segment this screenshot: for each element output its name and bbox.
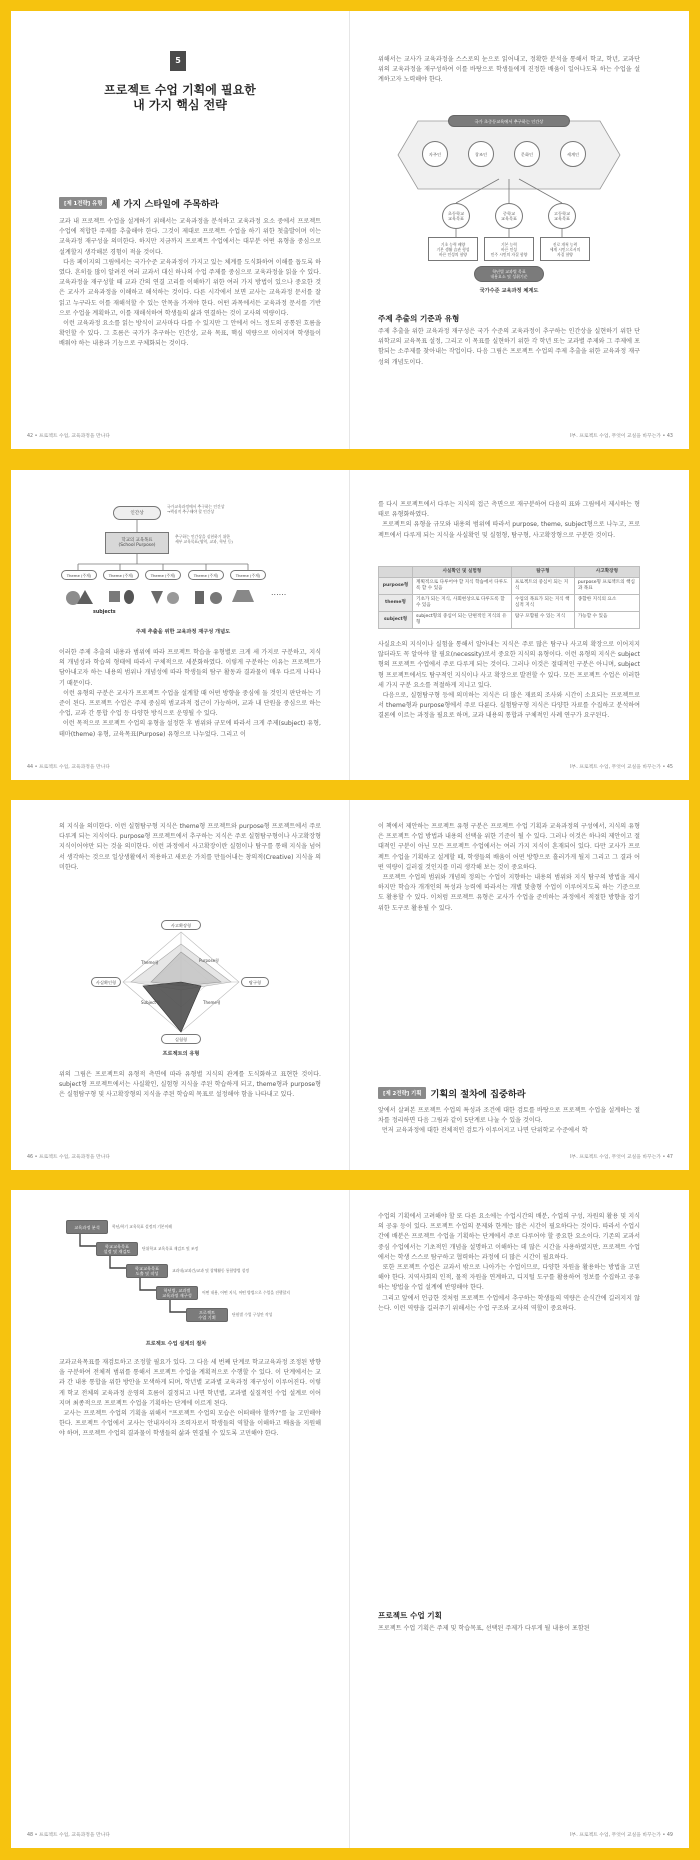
spread-pages-48-49 (11, 1190, 689, 1848)
body-text: 이 책에서 제안하는 프로젝트 유형 구분은 프로젝트 수업 기획과 교육과정의 구성에서, 지식의 유형은 프로젝트 수업 방법과 내용의 선택을 위한 기준이 될 수 있다. 그러나 이것은 하나의 제안이고 절대적인 구분이 아닌 모든 프로젝트 수업에서는 여러 가지 지식이 혼재되어 있다. 다만 교사가 프로젝트 수업을 기획하고 설계할 때, 학생들의 배움이 어떤 방향으로 흘러가게 될지 그리고 그 결과 어떤 역량이 길러질 것인지를 미리 생각해 보는 것이 중요하다. 프로젝트 수업의 범위와 개념의 정의는 수업이 지향하는 내용의 범위와 지식 탐구의 방법을 제시하지만 학습자 개개인의 특성과 능력에 따라서는 개별 맞춤형 수업이 이루어지도록 하는 기준으로도 활용할 수 있다. 이처럼 프로젝트 유형은 교사가 수업을 준비하는 과정에서 적절한 방향을 잡기 위한 도구로 활용될 수 있다. (378, 823, 641, 912)
subjects-label: subjects (93, 610, 116, 615)
theme-node: Theme (주제) (188, 570, 224, 580)
radar-series-label: Theme형 (141, 960, 159, 965)
theme-node: Theme (주제) (230, 570, 266, 580)
diagram-value-node: 세계인 (560, 141, 586, 167)
table-row (379, 595, 640, 612)
human-ideal-note: 국가교육과정에서 추구하는 인간상 →핵심적 추구해야 할 인간상 (167, 504, 225, 514)
table-header-cell: 탐구형 (511, 567, 574, 578)
diagram-detail-box: 기본 능력 바른 인성 민주 시민의 자질 함양 (484, 237, 534, 261)
page-footer: 48 • 프로젝트 수업, 교육과정을 만나다 (27, 1833, 110, 1838)
diagram-caption: 국가수준 교육과정 체계도 (479, 288, 539, 294)
curriculum-system-diagram (378, 111, 640, 295)
table-row-head: purpose형 (379, 578, 413, 595)
radar-axis-label: 실험형 (161, 1034, 201, 1044)
procedure-step: 학교교육목표 도출 및 작성 (126, 1264, 168, 1278)
page-48 (11, 1190, 350, 1848)
theme-node: Theme (주제) (103, 570, 139, 580)
table-cell: 기초가 되는 지식, 사회현상으로 다루도록 할 수 있음 (413, 595, 512, 612)
page-43 (350, 11, 689, 449)
page-footer: 44 • 프로젝트 수업, 교육과정을 만나다 (27, 765, 110, 770)
table-row-head: theme형 (379, 595, 413, 612)
procedure-step-desc: 단원별 수업 구성안 작성 (232, 1312, 273, 1317)
design-procedure-diagram (66, 1220, 326, 1350)
project-type-radar (71, 912, 291, 1062)
page-footer: I부. 프로젝트 수업, 무엇이 교실을 바꾸는가 • 45 (570, 765, 673, 770)
procedure-step-desc: 어떤 내용, 어떤 지식, 어떤 방법으로 수업을 진행할지 (202, 1290, 290, 1295)
table-header-cell: 사고확장형 (574, 567, 639, 578)
diagram-detail-box: 진로 개척 능력 세계 시민으로서의 자질 함양 (540, 237, 590, 261)
table-cell: 가능할 수 있음 (574, 612, 639, 629)
chapter-title: 프로젝트 수업 기획에 필요한 내 가지 핵심 전략 (104, 83, 256, 112)
spread-pages-44-45 (11, 470, 689, 780)
procedure-step-desc: 학년/학기 교육목표 설정의 기본이해 (112, 1224, 172, 1229)
procedure-step: 프로젝트 수업 기획 (186, 1308, 228, 1322)
table-header-cell: 사실확인 및 실험형 (413, 567, 512, 578)
procedure-step: 학교교육목표 설정 및 재검토 (96, 1242, 138, 1256)
page-footer: 42 • 프로젝트 수업, 교육과정을 만나다 (27, 434, 110, 439)
body-text: 위의 그림은 프로젝트의 유형적 측면에 따라 유형별 지식의 관계를 도식화하고 표현한 것이다. subject형 프로젝트에서는 사실확인, 실험형 지식을 주된 학습하게 되고, theme형과 purpose형은 실험탐구형 및 사고확장형의 지식을 주된 학습의 목표로 설정해야 함을 나타내고 있다. (59, 1071, 323, 1099)
theme-ellipsis: ...... (271, 588, 287, 597)
chapter-number-box: 5 (170, 51, 186, 71)
body-text: 교과 내 프로젝트 수업을 설계하기 위해서는 교육과정을 분석하고 교육과정 요소 중에서 프로젝트 수업에 적합한 주제를 추출해야 한다. 그것이 제대로 프로젝트 수업을 하기 위한 첫출발이며 이는 교육과정 재구성을 의미한다. 하지만 지금까지 프로젝트 수업에서는 대부분 어떤 유형을 중심으로 설계할지 생각해본 경험이 적을 것이다. 다음 페이지의 그림에서는 국가수준 교육과정이 가지고 있는 체계를 도식화하여 이해를 돕도록 하였다. 흔히들 많이 알려진 여러 교과서 대신 하나의 수업 주제를 중심으로 교육과정을 읽을 수 있다. 교육과정을 재구성할 때 교과 간의 연결 고리를 이해하기 위한 여러 가지 방법이 있으나 중요한 것은 교사가 교육과정을 이해하고 해석하는 것이다. 다른 시각에서 보면 교사는 교육과정 문서를 잘 읽고 누구라도 이를 재해석할 수 있는 안목을 가져야 한다. 어떤 과목에서든 교육과정 문서를 기반으로 수업을 계획하고, 이를 재해석하여 학생들의 삶과 연결하는 것이 교사의 역량이다. 이런 교육과정 요소를 읽는 방식이 교사마다 다를 수 있지만 그 안에서 어느 정도의 공통된 흐름을 확인할 수 있다. 그 흐름은 국가가 추구하는 인간상, 교육 목표, 핵심 역량으로 이어지며 학생들이 배워야 하는 내용과 기능으로 구체화되는 것이다. (59, 218, 322, 348)
diagram-detail-box: 기초 능력 배양 기본 생활 습관 형성 바른 인성의 함양 (428, 237, 478, 261)
page-45 (350, 470, 689, 780)
diagram-value-node: 자주인 (422, 141, 448, 167)
page-footer: I부. 프로젝트 수업, 무엇이 교실을 바꾸는가 • 49 (570, 1833, 673, 1838)
table-cell: 탐구 포함될 수 있는 지식 (511, 612, 574, 629)
procedure-step-desc: 단위학교 교육목표 재검토 및 조정 (142, 1246, 199, 1251)
diagram-value-node: 문화인 (514, 141, 540, 167)
table-header-cell (379, 567, 413, 578)
page-42 (11, 11, 350, 449)
body-text: 앞에서 살펴본 프로젝트 수업의 특성과 조건에 대한 검토를 바탕으로 프로젝트 수업을 설계하는 절차를 정리하면 다음 그림과 같이 5단계로 나눌 수 있을 것이다. 먼저 교육과정에 대한 전체적인 검토가 이루어지고 나면 단위학교 수준에서 학 (378, 1107, 640, 1135)
spread-pages-42-43 (11, 11, 689, 449)
radar-series-label: Theme형 (203, 1000, 221, 1005)
table-cell: 종합한 지식의 요소 (574, 595, 639, 612)
procedure-step: 학년별, 교과별 교육과정 재구성 (156, 1286, 198, 1300)
section-tag: [제 2전략] 기획 (378, 1087, 426, 1099)
body-text: 위해서는 교사가 교육과정을 스스로의 눈으로 읽어내고, 정확한 분석을 통해서 학교, 학년, 교과단위의 교육과정을 재구성하여 이를 바탕으로 학생들에게 진정한 배움이 일어나도록 하는 수업을 설계하고자 노력해야 한다. (378, 56, 640, 84)
table-cell: purpose형 프로젝트의 핵심과 목표 (574, 578, 639, 595)
theme-node: Theme (주제) (61, 570, 97, 580)
body-text: 의 지식을 의미한다. 이런 실험탐구형 지식은 theme형 프로젝트와 purpose형 프로젝트에서 주로 다루게 되는 지식이다. purpose형 프로젝트에서 추구하는 지식은 주로 실험탐구형이나 사고확장형 지식이어야만 되는 것을 의미한다. 이런 과정에서 사고확장이란 실험이나 탐구를 통해 지식을 넘어서 생각하는 것으로 일상생활에서 적용하고 새로운 가치를 만들어내는 창의적(Creative) 지식을 의미한다. (59, 823, 323, 871)
page-footer: I부. 프로젝트 수업, 무엇이 교실을 바꾸는가 • 47 (570, 1155, 673, 1160)
page-44 (11, 470, 350, 780)
section-tag: [제 1전략] 유형 (59, 197, 107, 209)
diagram-goal-node: 초등학교 교육목표 (442, 203, 470, 229)
diagram-value-node: 창조인 (468, 141, 494, 167)
project-type-table (378, 566, 640, 629)
page-47 (350, 800, 689, 1170)
section-title: 세 가지 스타일에 주목하라 (111, 199, 219, 210)
procedure-step-desc: 교과내/교과간/교과 및 창체활동 통합방법 설정 (172, 1268, 250, 1273)
section-title: 기획의 절차에 집중하라 (430, 1089, 526, 1100)
body-text: 프로젝트 수업 기획은 주제 및 학습목표, 선택된 주제가 다루게 될 내용이 포함된 (378, 1625, 590, 1632)
concept-caption: 주제 추출을 위한 교육과정 재구성 개념도 (135, 629, 231, 635)
school-purpose-node: 학교의 교육목표 (School Purpose) (105, 532, 169, 554)
radar-caption: 프로젝트의 유형 (162, 1051, 200, 1057)
theme-node: Theme (주제) (145, 570, 181, 580)
body-text: 사실요소의 지식이나 실험을 통해서 알아내는 지식은 주로 많은 탐구나 사고의 확장으로 이어지지 않더라도 꼭 알아야 할 필요(necessity)로서 중요한 지식의 유형이다. 이런 유형의 지식은 subject형의 프로젝트 수업에서 주로 다루게 되는 것이다. 그러나 이것은 절대적인 구분은 아니며, subject형 프로젝트에서도 탐구적인 지식이나 사고 확장으로 발전할 수 있다. 모든 프로젝트 수업은 이러한 세 가지 구분 요소를 적절하게 지니고 있다. 다음으로, 실험탐구형 등에 의미하는 지식은 더 많은 재료의 조사와 시간이 소요되는 프로젝트로서 theme형과 purpose형에서 주로 다룬다. 실험탐구형 지식은 다양한 자료를 수집하고 분석하여 결론에 이르는 과정을 필요로 하며, 교과 내용의 통합과 구체적인 사례 연구가 요구된다. (378, 641, 641, 720)
section-heading-1 (59, 196, 321, 210)
radar-series-label: Subject형 (141, 1000, 160, 1005)
page-46 (11, 800, 350, 1170)
table-row (379, 578, 640, 595)
procedure-caption: 프로젝트 수업 설계의 절차 (145, 1341, 207, 1347)
page-footer: I부. 프로젝트 수업, 무엇이 교실을 바꾸는가 • 43 (570, 434, 673, 439)
radar-axis-label: 사실확인형 (91, 977, 121, 987)
table-header-row (379, 567, 640, 578)
subsection-title: 주제 추출의 기준과 유형 (378, 314, 460, 323)
page-49 (350, 1190, 689, 1848)
diagram-bottom-node: 학년별 교과별 목표 내용요소 및 성취기준 (474, 266, 544, 282)
body-text: 교과교육목표를 재검토하고 조정할 필요가 있다. 그 다음 세 번째 단계로 학교교육과정 조정된 방향을 구분하여 전체적 범위를 통해서 프로젝트 수업을 계획적으로 수행할 수 있다. 이 단계에서는 교과 간 내용 통합을 위한 방안을 모색하게 되며, 학년별 교과별 교육과정 재구성이 이루어진다. 이렇게 학교 전체의 교육과정 운영의 흐름이 결정되고 나면 학년별, 교과별 실질적인 수업 설계로 이어지며 최종적으로 프로젝트 수업을 기획하는 단계에 이르게 된다. 교사는 프로젝트 수업의 기획을 위해서 "프로젝트 수업의 모습은 어떠해야 할까?"를 늘 고민해야 한다. 프로젝트 수업에서 교사는 안내자이자 조력자로서 학생들의 역할을 이해하고 배움을 지원해야 하며, 프로젝트 수업의 결과물이 학생들의 삶과 연결될 수 있도록 고민해야 한다. (59, 1359, 322, 1438)
table-cell: 계획적으로 다루어야 할 지식 학습에서 다루도록 할 수 있음 (413, 578, 512, 595)
table-cell: 프로젝트의 중심이 되는 지식 (511, 578, 574, 595)
radar-series-label: Purpose형 (199, 958, 219, 963)
diagram-goal-node: 중학교 교육목표 (495, 203, 523, 229)
radar-axis-label: 탐구형 (241, 977, 269, 987)
body-text: 를 다시 프로젝트에서 다루는 지식의 접근 측면으로 재구분하여 다음의 표와 그림에서 제시하는 형태로 유형화하였다. 프로젝트의 유형을 규모와 내용의 범위에 따라서 purpose, theme, subject형으로 나누고, 프로젝트에서 다루게 되는 지식을 사실확인 및 실험형, 탐구형, 사고확장형으로 구분한 것이다. (378, 501, 640, 539)
body-text: 이러한 주제 추출의 내용과 범위에 따라 프로젝트 학습을 유형별로 크게 세 가지로 구분하고, 지식의 개념성과 학습의 형태에 따라서 구체적으로 세분화하였다. 이렇게 구분하는 이유는 프로젝트가 담아내고자 하는 내용의 범위나 개념성에 따라 학생들의 탐구 활동과 결과물이 매우 다르게 나타나기 때문이다. 이런 유형의 구분은 교사가 프로젝트 수업을 설계할 때 어떤 방향을 중심에 둘 것인지 판단하는 기준이 된다. 프로젝트 수업은 주제 중심의 범교과적 접근이 가능하며, 교과 내 단원을 중심으로 하는 수업, 교과 간 통합 수업 등 다양한 방식으로 운영될 수 있다. 이런 목적으로 프로젝트 수업의 유형을 설정한 후 범위와 규모에 따라서 크게 주제(subject) 유형, 테마(theme) 유형, 교육목표(Purpose) 유형으로 나누었다. 그리고 이 (59, 649, 322, 738)
subsection-title: 프로젝트 수업 기획 (378, 1611, 442, 1620)
human-ideal-node: 인간상 (113, 506, 161, 520)
table-cell: subject형의 중심이 되는 단편적인 지식의 유형 (413, 612, 512, 629)
table-row-head: subject형 (379, 612, 413, 629)
procedure-connectors (66, 1220, 326, 1350)
page-footer: 46 • 프로젝트 수업, 교육과정을 만나다 (27, 1155, 110, 1160)
radar-axis-label: 사고확장형 (161, 920, 201, 930)
table-cell: 수업의 목표가 되는 지식 핵심적 지식 (511, 595, 574, 612)
theme-concept-diagram (53, 498, 323, 648)
school-purpose-note: 추구하는 인간상을 실현하기 위한 세부 교육목표(영역, 교과, 학년 등) (175, 534, 233, 544)
diagram-goal-node: 고등학교 교육목표 (548, 203, 576, 229)
diagram-top-label: 국가 초중등교육에서 추구하는 인간상 (448, 115, 570, 127)
procedure-step: 교육과정 분석 (66, 1220, 108, 1234)
body-text: 주제 추출을 위한 교육과정 재구성은 국가 수준의 교육과정이 추구하는 인간상을 실현하기 위한 단위학교의 교육목표 설정, 그리고 이 목표를 실현하기 위한 각 학년 또는 교과별 주제와 그 주제에 포함되는 소주제를 찾아내는 작업이다. 다음 그림은 프로젝트 수업의 주제 추출을 위한 교육과정 재구성의 개념도이다. (378, 328, 640, 366)
section-heading-2 (378, 1086, 640, 1100)
spread-pages-46-47 (11, 800, 689, 1170)
body-text: 수업의 기획에서 고려해야 할 또 다른 요소에는 수업시간의 배분, 수업의 구성, 자원의 활용 및 지식의 공유 등이 있다. 프로젝트 수업의 문제와 한계는 많은 시간이 필요하다는 것이다. 따라서 수업시간에 배분은 프로젝트 수업을 기획하는 단계에서 주로 다루어야 할 중요한 요소이다. 기존의 교과서 중심 수업에서는 기초적인 개념을 설명하고 이해하는 데 많은 시간을 사용하였지만, 프로젝트 수업에서는 학생 스스로 탐구하고 협력하는 과정에 더 많은 시간이 필요하다. 또한 프로젝트 수업은 교과서 밖으로 나아가는 수업이므로, 다양한 자원을 활용하는 방법을 고민해야 한다. 지역사회의 인적, 물적 자원을 연계하고, 디지털 도구를 활용하여 정보를 수집하고 공유하는 방법을 수업 설계에 반영해야 한다. 그리고 앞에서 언급한 것처럼 프로젝트 수업에서 추구하는 학생들의 역량은 순식간에 길러지지 않는다. 이런 역량을 길러주기 위해서는 수업 구조와 교사의 역할이 중요하다. (378, 1213, 641, 1312)
table-row (379, 612, 640, 629)
